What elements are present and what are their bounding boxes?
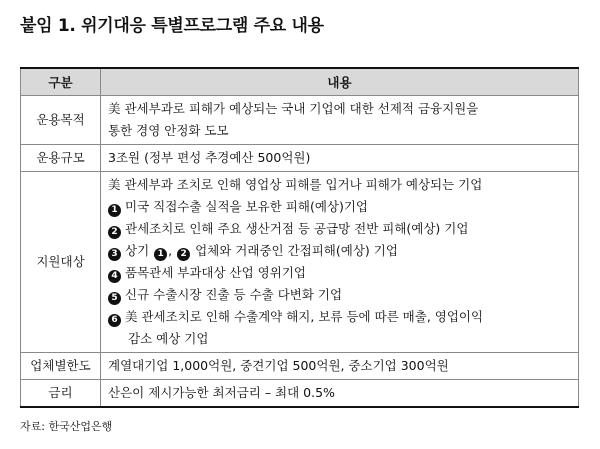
- table-row-limit: [21, 353, 579, 380]
- circled-number-3-icon: 3: [108, 248, 121, 261]
- header-content: 내용: [101, 68, 579, 96]
- target-item-3: [108, 240, 571, 262]
- scale-text: 3조원 (정부 편성 추경예산 500억원): [108, 150, 311, 165]
- purpose-line-1: 美 관세부과로 피해가 예상되는 국내 기업에 대한 선제적 금융지원을: [108, 101, 479, 116]
- row-label-target: 지원대상: [21, 172, 101, 353]
- header-category: 구분: [21, 68, 101, 96]
- target-intro: 美 관세부과 조치로 인해 영업상 피해를 입거나 피해가 예상되는 기업: [108, 177, 483, 192]
- target-item-3-post: 업체와 거래중인 간접피해(예상) 기업: [195, 243, 398, 258]
- circled-number-6-icon: 6: [108, 314, 121, 327]
- table-row-purpose: [21, 96, 579, 145]
- row-label-rate: 금리: [21, 380, 101, 408]
- target-item-3-pre: 상기: [125, 243, 150, 258]
- purpose-line-2: 통한 경영 안정화 도모: [108, 123, 229, 138]
- row-label-purpose: 운용목적: [21, 96, 101, 145]
- target-item-4: [108, 262, 571, 284]
- program-table: [20, 67, 579, 408]
- target-item-2-text: 관세조치로 인해 주요 생산거점 등 공급망 전반 피해(예상) 기업: [125, 221, 469, 236]
- row-content-target: [101, 172, 579, 353]
- target-item-6: [108, 306, 571, 328]
- target-item-5: [108, 284, 571, 306]
- table-row-target: [21, 172, 579, 353]
- row-content-scale: [101, 145, 579, 172]
- circled-number-5-icon: 5: [108, 292, 121, 305]
- document-title: 붙임 1. 위기대응 특별프로그램 주요 내용: [20, 16, 324, 36]
- row-label-limit: 업체별한도: [21, 353, 101, 380]
- target-item-2: [108, 218, 571, 240]
- target-item-6-cont: 감소 예상 기업: [128, 331, 209, 346]
- row-content-rate: [101, 380, 579, 408]
- table-row-scale: [21, 145, 579, 172]
- target-item-1-text: 미국 직접수출 실적을 보유한 피해(예상)기업: [125, 199, 368, 214]
- target-item-6-text: 美 관세조치로 인해 수출계약 해지, 보류 등에 따른 매출, 영업이익: [125, 309, 484, 324]
- target-item-5-text: 신규 수출시장 진출 등 수출 다변화 기업: [125, 287, 343, 302]
- target-item-1: [108, 196, 571, 218]
- table-header-row: [21, 68, 579, 96]
- target-item-4-text: 품목관세 부과대상 산업 영위기업: [125, 265, 306, 280]
- circled-ref-1-icon: 1: [154, 248, 167, 261]
- circled-number-1-icon: 1: [108, 204, 121, 217]
- rate-text: 산은이 제시가능한 최저금리 – 최대 0.5%: [108, 385, 335, 400]
- table-row-rate: [21, 380, 579, 408]
- row-label-scale: 운용규모: [21, 145, 101, 172]
- circled-number-4-icon: 4: [108, 270, 121, 283]
- row-content-purpose: [101, 96, 579, 145]
- target-item-3-sep: ,: [168, 243, 173, 258]
- circled-ref-2-icon: 2: [177, 248, 190, 261]
- circled-number-2-icon: 2: [108, 226, 121, 239]
- limit-text: 계열대기업 1,000억원, 중견기업 500억원, 중소기업 300억원: [108, 358, 449, 373]
- row-content-limit: [101, 353, 579, 380]
- source-note: 자료: 한국산업은행: [20, 420, 113, 433]
